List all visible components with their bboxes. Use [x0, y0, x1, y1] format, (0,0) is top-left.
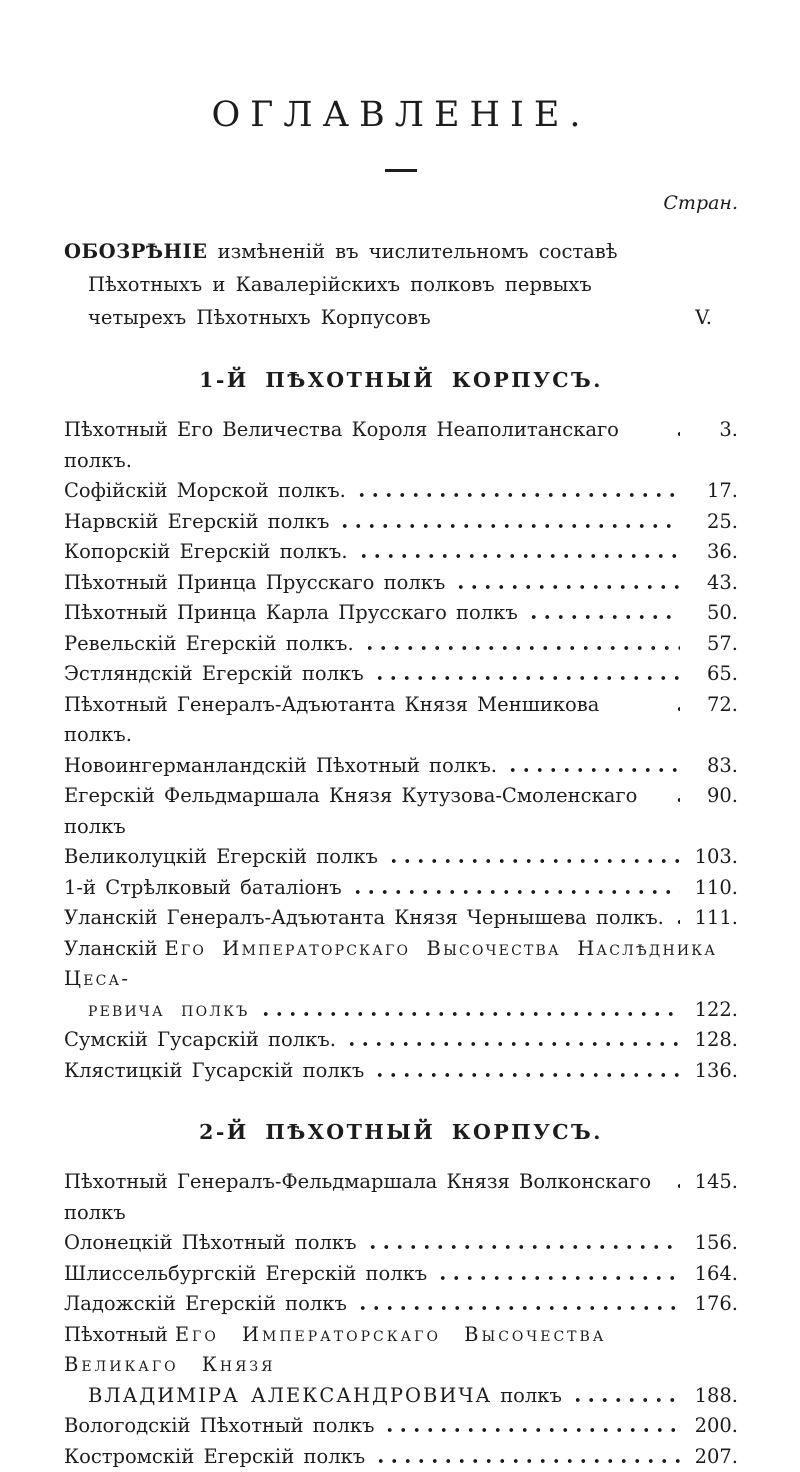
dot-leader — [366, 1245, 680, 1249]
toc-entry — [64, 842, 738, 873]
toc-entry — [64, 629, 738, 660]
dot-leader — [387, 859, 680, 863]
toc-entry — [64, 1167, 738, 1228]
dot-leader — [673, 707, 680, 711]
entry-smallcaps-text: Его Императорскаго Высочества Наслѣдника Цеса- — [64, 937, 717, 991]
toc-entry — [64, 751, 738, 782]
entry-title — [64, 1411, 374, 1442]
entry-text: Пѣхотный Его Величества Короля Неаполитанскаго полкъ. — [64, 418, 619, 472]
entry-title — [64, 629, 354, 660]
entry-text: 1-й Стрѣлковый баталіонъ — [64, 876, 342, 899]
entry-lead-word: Уланскій — [64, 937, 157, 960]
entry-continuation-smallcaps: ревича полкъ — [88, 998, 250, 1021]
entry-page-number: 164. — [690, 1259, 738, 1290]
entry-page-number: 90. — [690, 781, 738, 812]
toc-entry — [64, 690, 738, 751]
entry-title — [64, 415, 664, 476]
overview-lead: ОБОЗРѢНІЕ — [64, 240, 207, 263]
entry-text: Пѣхотный Генералъ-Адъютанта Князя Меншикова полкъ. — [64, 693, 599, 747]
dot-leader — [383, 1428, 680, 1432]
entry-page-number: 3. — [690, 415, 738, 446]
entry-text: Сумскій Гусарскій полкъ. — [64, 1028, 336, 1051]
entry-title — [64, 1381, 562, 1412]
entry-title — [64, 1259, 427, 1290]
toc-section — [64, 368, 738, 1086]
dot-leader — [363, 646, 680, 650]
entry-page-number: 176. — [690, 1289, 738, 1320]
dot-leader — [527, 615, 680, 619]
entry-title — [64, 507, 329, 538]
page-title: ОГЛАВЛЕНІЕ. — [64, 96, 738, 135]
entry-page-number: 110. — [690, 873, 738, 904]
entry-continuation-rest: полкъ — [500, 1384, 562, 1407]
entry-page-number: 145. — [690, 1167, 738, 1198]
toc-entry — [64, 598, 738, 629]
dot-leader — [673, 432, 680, 436]
entry-title — [64, 659, 364, 690]
entry-page-number: 65. — [690, 659, 738, 690]
overview-text: измѣненій въ числительномъ составѣ Пѣхотныхъ и Кавалерійскихъ полковъ первыхъ четырехъ Пѣхотныхъ Корпусовъ — [88, 240, 618, 329]
toc-entry — [64, 537, 738, 568]
entry-text: Егерскій Фельдмаршала Князя Кутузова-Смоленскаго полкъ — [64, 784, 637, 838]
entry-title — [64, 1167, 664, 1228]
entry-text: Клястицкій Гусарскій полкъ — [64, 1059, 364, 1082]
toc-entry — [64, 1025, 738, 1056]
entry-text: Эстляндскій Егерскій полкъ — [64, 662, 364, 685]
entry-page-number: 111. — [690, 903, 738, 934]
entry-text: Вологодскій Пѣхотный полкъ — [64, 1414, 374, 1437]
entry-text: Новоингерманландскій Пѣхотный полкъ. — [64, 754, 497, 777]
toc-entry — [64, 415, 738, 476]
entry-page-number: 103. — [690, 842, 738, 873]
toc-entry — [64, 476, 738, 507]
entry-page-number: 25. — [690, 507, 738, 538]
dot-leader — [673, 920, 680, 924]
dot-leader — [506, 768, 680, 772]
entry-list — [64, 415, 738, 1086]
entry-page-number: 136. — [690, 1056, 738, 1087]
entry-text: Пѣхотный Принца Карла Прусскаго полкъ — [64, 601, 518, 624]
dot-leader — [373, 676, 680, 680]
entry-text: Нарвскій Егерскій полкъ — [64, 510, 329, 533]
entry-title — [64, 873, 342, 904]
entry-text: Великолуцкій Егерскій полкъ — [64, 845, 378, 868]
entry-title — [64, 1289, 347, 1320]
toc-entry — [64, 781, 738, 842]
toc-entry-multiline — [64, 1320, 738, 1412]
entry-smallcaps-text: Его Императорскаго Высочества Великаго Князя — [64, 1323, 606, 1377]
title-divider — [385, 169, 417, 172]
toc-sections — [64, 368, 738, 1472]
toc-entry-multiline — [64, 934, 738, 1026]
toc-entry — [64, 1411, 738, 1442]
entry-list — [64, 1167, 738, 1472]
entry-first-line — [64, 934, 738, 995]
dot-leader — [356, 1306, 680, 1310]
entry-title — [64, 842, 378, 873]
entry-title — [64, 1056, 364, 1087]
dot-leader — [373, 1073, 680, 1077]
entry-page-number: 43. — [690, 568, 738, 599]
dot-leader — [259, 1012, 681, 1016]
overview-page-number: V. — [695, 301, 712, 334]
entry-page-number: 17. — [690, 476, 738, 507]
toc-entry — [64, 995, 738, 1026]
dot-leader — [357, 554, 680, 558]
entry-title — [64, 690, 664, 751]
toc-section — [64, 1120, 738, 1472]
entry-title — [64, 1442, 365, 1472]
dot-leader — [454, 585, 680, 589]
dot-leader — [355, 493, 680, 497]
dot-leader — [351, 890, 680, 894]
entry-page-number: 122. — [690, 995, 738, 1026]
entry-text: Шлиссельбургскій Егерскій полкъ — [64, 1262, 427, 1285]
dot-leader — [436, 1276, 680, 1280]
entry-text: Пѣхотный Генералъ-Фельдмаршала Князя Волконскаго полкъ — [64, 1170, 651, 1224]
toc-entry — [64, 568, 738, 599]
toc-entry — [64, 903, 738, 934]
entry-title — [64, 537, 348, 568]
entry-title — [64, 598, 518, 629]
dot-leader — [673, 1184, 680, 1188]
entry-continuation-caps: ВЛАДИМІРА АЛЕКСАНДРОВИЧА — [88, 1384, 492, 1407]
page-column-header: Стран. — [64, 190, 738, 216]
entry-text: Ревельскій Егерскій полкъ. — [64, 632, 354, 655]
dot-leader — [338, 524, 680, 528]
toc-entry — [64, 507, 738, 538]
entry-page-number: 200. — [690, 1411, 738, 1442]
entry-title — [64, 903, 664, 934]
dot-leader — [673, 798, 680, 802]
entry-title — [64, 1025, 336, 1056]
toc-entry — [64, 1228, 738, 1259]
toc-entry — [64, 1442, 738, 1472]
entry-title — [64, 476, 346, 507]
entry-text: Копорскій Егерскій полкъ. — [64, 540, 348, 563]
entry-page-number: 128. — [690, 1025, 738, 1056]
entry-text: Пѣхотный Принца Прусскаго полкъ — [64, 571, 445, 594]
entry-page-number: 207. — [690, 1442, 738, 1472]
entry-page-number: 156. — [690, 1228, 738, 1259]
toc-entry — [64, 659, 738, 690]
entry-title — [64, 781, 664, 842]
section-heading: 1-Й ПѢХОТНЫЙ КОРПУСЪ. — [64, 368, 738, 392]
entry-text: Костромскій Егерскій полкъ — [64, 1445, 365, 1468]
entry-title — [64, 751, 497, 782]
entry-page-number: 83. — [690, 751, 738, 782]
entry-title — [64, 1228, 357, 1259]
dot-leader — [345, 1042, 680, 1046]
entry-text: Софійскій Морской полкъ. — [64, 479, 346, 502]
overview-entry — [64, 235, 738, 334]
dot-leader — [571, 1398, 680, 1402]
entry-page-number: 50. — [690, 598, 738, 629]
entry-page-number: 188. — [690, 1381, 738, 1412]
toc-entry — [64, 873, 738, 904]
toc-entry — [64, 1289, 738, 1320]
entry-text: Ладожскій Егерскій полкъ — [64, 1292, 347, 1315]
entry-lead-word: Пѣхотный — [64, 1323, 168, 1346]
toc-entry — [64, 1056, 738, 1087]
dot-leader — [374, 1459, 680, 1463]
section-heading: 2-Й ПѢХОТНЫЙ КОРПУСЪ. — [64, 1120, 738, 1144]
entry-page-number: 36. — [690, 537, 738, 568]
toc-entry — [64, 1259, 738, 1290]
entry-first-line — [64, 1320, 738, 1381]
entry-text: Уланскій Генералъ-Адъютанта Князя Чернышева полкъ. — [64, 906, 664, 929]
toc-entry — [64, 1381, 738, 1412]
entry-text: Олонецкій Пѣхотный полкъ — [64, 1231, 357, 1254]
entry-title — [64, 995, 250, 1026]
entry-title — [64, 568, 445, 599]
entry-page-number: 57. — [690, 629, 738, 660]
entry-page-number: 72. — [690, 690, 738, 721]
